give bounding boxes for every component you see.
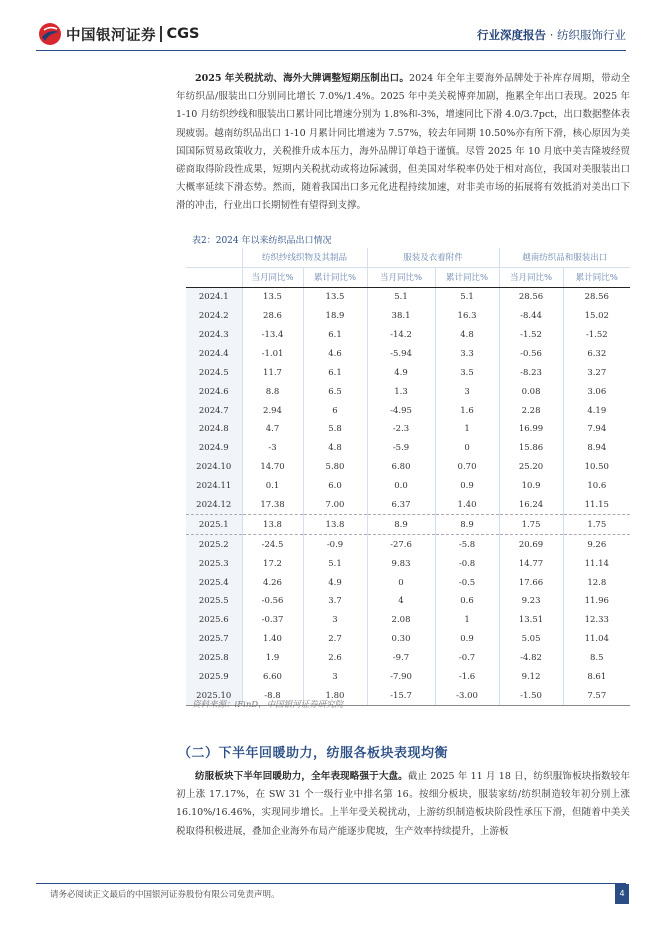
table-cell: 5.05 (499, 630, 563, 649)
table-cell: -8.8 (242, 686, 303, 705)
table-cell: 18.9 (303, 307, 367, 326)
table-cell: 11.04 (563, 630, 630, 649)
row-period: 2024.3 (186, 326, 242, 345)
page-header (0, 0, 662, 60)
table-cell: 8.5 (563, 649, 630, 668)
table-cell: 17.66 (499, 573, 563, 592)
row-period: 2024.4 (186, 344, 242, 363)
table-cell: 4.7 (242, 420, 303, 439)
table-row (186, 515, 630, 535)
table-cell: 4 (367, 592, 435, 611)
row-period: 2025.4 (186, 573, 242, 592)
table-row (186, 458, 630, 477)
row-period: 2025.9 (186, 668, 242, 687)
table-sub-header-row (186, 267, 630, 287)
row-period: 2024.9 (186, 439, 242, 458)
table-cell: -13.4 (242, 326, 303, 345)
table-cell: 13.5 (303, 287, 367, 306)
table-cell: -1.52 (563, 326, 630, 345)
table-cell: 0.0 (367, 477, 435, 496)
row-period: 2024.6 (186, 382, 242, 401)
paragraph-sector-performance (176, 768, 630, 841)
table-row (186, 649, 630, 668)
row-period: 2025.6 (186, 611, 242, 630)
table-cell: 0.6 (435, 592, 499, 611)
table-cell: -24.5 (242, 535, 303, 554)
table-cell: 6.37 (367, 496, 435, 515)
table-row (186, 363, 630, 382)
table-cell: 7.00 (303, 496, 367, 515)
table-cell: 13.5 (242, 287, 303, 306)
table-cell: 1.9 (242, 649, 303, 668)
table-cell: -1.6 (435, 668, 499, 687)
table-cell: 10.50 (563, 458, 630, 477)
paragraph-lead: 纺服板块下半年回暖助力，全年表现略强于大盘。 (195, 771, 408, 782)
table-cell: 8.9 (435, 515, 499, 535)
table-cell: -0.8 (435, 554, 499, 573)
table-cell: -8.44 (499, 307, 563, 326)
table-cell: 6.1 (303, 363, 367, 382)
table-cell: 11.7 (242, 363, 303, 382)
table-cell: -14.2 (367, 326, 435, 345)
table-cell: 4.9 (303, 573, 367, 592)
table-cell: -0.5 (435, 573, 499, 592)
table-cell: 2.94 (242, 401, 303, 420)
table-cell: 1.80 (303, 686, 367, 705)
row-period: 2025.1 (186, 515, 242, 535)
row-period: 2024.2 (186, 307, 242, 326)
table-cell: 4.8 (435, 326, 499, 345)
group-header-vietnam: 越南纺织品和服装出口 (499, 248, 630, 267)
table-cell: -15.7 (367, 686, 435, 705)
row-period: 2024.8 (186, 420, 242, 439)
group-header-apparel: 服装及衣着附件 (367, 248, 499, 267)
table-cell: 6.5 (303, 382, 367, 401)
table-cell: 0.9 (435, 630, 499, 649)
table-cell: 1.3 (367, 382, 435, 401)
row-period: 2024.7 (186, 401, 242, 420)
table-cell: -0.9 (303, 535, 367, 554)
table-cell: 8.94 (563, 439, 630, 458)
table-cell: -5.8 (435, 535, 499, 554)
table-cell: 5.8 (303, 420, 367, 439)
table-cell: 3 (435, 382, 499, 401)
table-cell: 16.3 (435, 307, 499, 326)
table-cell: 14.77 (499, 554, 563, 573)
row-period: 2025.2 (186, 535, 242, 554)
table-cell: -27.6 (367, 535, 435, 554)
table-cell: 6 (303, 401, 367, 420)
table-cell: 10.9 (499, 477, 563, 496)
table-cell: 1.75 (563, 515, 630, 535)
table-cell: -5.9 (367, 439, 435, 458)
table-cell: -5.94 (367, 344, 435, 363)
table-cell: 8.9 (367, 515, 435, 535)
table-corner-cell (186, 267, 242, 287)
table-cell: 28.6 (242, 307, 303, 326)
table-row (186, 535, 630, 554)
table-cell: 2.6 (303, 649, 367, 668)
table-cell: -4.95 (367, 401, 435, 420)
table-cell: 1.6 (435, 401, 499, 420)
table-cell: 2.28 (499, 401, 563, 420)
table-cell: -0.37 (242, 611, 303, 630)
table-cell: -1.52 (499, 326, 563, 345)
table-cell: 2.08 (367, 611, 435, 630)
table-cell: 15.86 (499, 439, 563, 458)
table-cell: 12.8 (563, 573, 630, 592)
table-group-header-row (186, 248, 630, 267)
table-cell: 3 (303, 611, 367, 630)
table-cell: 6.60 (242, 668, 303, 687)
table-cell: 12.33 (563, 611, 630, 630)
table-cell: 28.56 (499, 287, 563, 306)
header-separator: · (549, 28, 554, 42)
sub-header: 累计同比% (563, 267, 630, 287)
table-cell: 5.1 (435, 287, 499, 306)
table-cell: 3.7 (303, 592, 367, 611)
table-cell: 16.24 (499, 496, 563, 515)
table-cell: 7.57 (563, 686, 630, 705)
table-cell: -0.56 (242, 592, 303, 611)
table-row (186, 439, 630, 458)
table-cell: 3.27 (563, 363, 630, 382)
table-cell: 9.23 (499, 592, 563, 611)
table-row (186, 573, 630, 592)
table-cell: 0.9 (435, 477, 499, 496)
row-period: 2024.10 (186, 458, 242, 477)
table-row (186, 496, 630, 515)
table-cell: 0 (435, 439, 499, 458)
table-cell: 6.32 (563, 344, 630, 363)
table-cell: 3.3 (435, 344, 499, 363)
table-row (186, 611, 630, 630)
table-cell: -2.3 (367, 420, 435, 439)
table-cell: 0.30 (367, 630, 435, 649)
table-cell: 3.06 (563, 382, 630, 401)
table-cell: 9.83 (367, 554, 435, 573)
table-cell: 16.99 (499, 420, 563, 439)
table-cell: -0.56 (499, 344, 563, 363)
table-cell: -3.00 (435, 686, 499, 705)
table-cell: 11.14 (563, 554, 630, 573)
table-cell: 4.6 (303, 344, 367, 363)
section-heading: （二）下半年回暖助力，纺服各板块表现均衡 (178, 746, 449, 761)
row-period: 2024.12 (186, 496, 242, 515)
footer-disclaimer: 请务必阅读正文最后的中国银河证券股份有限公司免责声明。 (50, 890, 280, 900)
table-cell: 5.80 (303, 458, 367, 477)
table-cell: 11.96 (563, 592, 630, 611)
sub-header: 当月同比% (499, 267, 563, 287)
export-data-table (186, 248, 630, 706)
table-cell: 17.38 (242, 496, 303, 515)
table-row (186, 668, 630, 687)
table-row (186, 326, 630, 345)
table-cell: 6.1 (303, 326, 367, 345)
table-cell: -0.7 (435, 649, 499, 668)
table-cell: 13.8 (303, 515, 367, 535)
table-row (186, 344, 630, 363)
table-cell: 11.15 (563, 496, 630, 515)
table-cell: 1 (435, 611, 499, 630)
table-cell: 3.5 (435, 363, 499, 382)
table-cell: 0 (367, 573, 435, 592)
report-type: 行业深度报告 (477, 28, 547, 42)
paragraph-export-outlook (176, 70, 630, 216)
table-cell: 17.2 (242, 554, 303, 573)
logo-divider (160, 26, 162, 42)
paragraph-lead: 2025 年关税扰动、海外大牌调整短期压制出口。 (195, 73, 410, 84)
page-number: 4 (615, 884, 629, 904)
table-cell: 14.70 (242, 458, 303, 477)
table-cell: -7.90 (367, 668, 435, 687)
table-cell: 28.56 (563, 287, 630, 306)
table-caption: 表2：2024 年以来纺织品出口情况 (192, 236, 332, 246)
table-cell: 25.20 (499, 458, 563, 477)
table-row (186, 382, 630, 401)
table-row (186, 630, 630, 649)
table-row (186, 287, 630, 306)
row-period: 2024.1 (186, 287, 242, 306)
table-cell: 0.70 (435, 458, 499, 477)
table-cell: 1.40 (435, 496, 499, 515)
table-cell: 4.19 (563, 401, 630, 420)
table-cell: 13.51 (499, 611, 563, 630)
header-rule (36, 50, 626, 51)
table-row (186, 307, 630, 326)
paragraph-body: 2024 年全年主要海外品牌处于补库存周期，带动全年纺织品/服装出口分别同比增长 7.0%/1.4%。2025 年中美关税博弈加剧，拖累全年出口表现。2025 年 1-10 月纺织纱线和服装出口累计同比增速分别为 1.8%和-3%，增速同比下滑 4.0/3.7pct，出口数据整体表现疲弱。越南纺织品出口 1-10 月累计同比增速为 7.57%，较去年同期 10.50%亦有所下滑，核心原因为美国国际贸易政策收力，关税推升成本压力，海外品牌订单趋于谨慎。尽管 2025 年 10 月底中美吉隆坡经贸磋商取得阶段性成果，短期内关税扰动或将边际减弱，但美国对华税率仍处于相对高位，我国对美服装出口大概率延续下滑态势。然而，随着我国出口多元化进程持续加速，对非美市场的拓展将有效抵消对美出口下滑的冲击，行业出口长期韧性有望得到支撑。 (176, 73, 631, 212)
row-period: 2025.10 (186, 686, 242, 705)
table-cell: -4.82 (499, 649, 563, 668)
industry-name: 纺织服饰行业 (557, 28, 626, 42)
table-cell: -1.01 (242, 344, 303, 363)
table-cell: -3 (242, 439, 303, 458)
sub-header: 累计同比% (435, 267, 499, 287)
sub-header: 当月同比% (367, 267, 435, 287)
table-source: 资料来源：iFinD，中国银河证券研究院 (192, 700, 344, 710)
brand-logo (38, 22, 200, 46)
sub-header: 累计同比% (303, 267, 367, 287)
table-cell: 4.8 (303, 439, 367, 458)
table-cell: 1.75 (499, 515, 563, 535)
footer-rule (36, 883, 626, 884)
row-period: 2025.3 (186, 554, 242, 573)
sub-header: 当月同比% (242, 267, 303, 287)
table-cell: 20.69 (499, 535, 563, 554)
row-period: 2025.7 (186, 630, 242, 649)
table-row (186, 592, 630, 611)
table-row (186, 554, 630, 573)
table-cell: -8.23 (499, 363, 563, 382)
table-row (186, 420, 630, 439)
table-cell: 0.1 (242, 477, 303, 496)
table-cell: 3 (303, 668, 367, 687)
table-cell: 10.6 (563, 477, 630, 496)
row-period: 2025.8 (186, 649, 242, 668)
table-cell: 15.02 (563, 307, 630, 326)
table-cell: -9.7 (367, 649, 435, 668)
table-cell: 6.80 (367, 458, 435, 477)
table-body (186, 287, 630, 706)
table-cell: 7.94 (563, 420, 630, 439)
table-cell: 13.8 (242, 515, 303, 535)
table-cell: 9.26 (563, 535, 630, 554)
table-cell: -1.50 (499, 686, 563, 705)
table-row (186, 401, 630, 420)
table-cell: 8.8 (242, 382, 303, 401)
table-cell: 5.1 (303, 554, 367, 573)
cgs-logo-icon (38, 22, 62, 46)
table-cell: 1 (435, 420, 499, 439)
paragraph-body: 截止 2025 年 11 月 18 日，纺织服饰板块指数较年初上涨 17.17%，在 SW 31 个一级行业中排名第 16。按细分板块，服装家纺/纺织制造较年初分别上涨 16.10%/16.46%，实现同步增长。上半年受关税扰动，上游纺织制造板块阶段性承压下滑，但随着中美关税取得积极进展，叠加企业海外布局产能逐步爬坡，生产效率持续提升，上游板 (176, 771, 630, 837)
table-cell: 6.0 (303, 477, 367, 496)
table-cell: 4.9 (367, 363, 435, 382)
row-period: 2024.11 (186, 477, 242, 496)
table-cell: 4.26 (242, 573, 303, 592)
table-cell: 5.1 (367, 287, 435, 306)
table-cell: 2.7 (303, 630, 367, 649)
table-cell: 8.61 (563, 668, 630, 687)
table-cell: 38.1 (367, 307, 435, 326)
table-corner-cell (186, 248, 242, 267)
table-cell: 1.40 (242, 630, 303, 649)
table-cell: 0.08 (499, 382, 563, 401)
row-period: 2024.5 (186, 363, 242, 382)
report-category (477, 27, 626, 43)
row-period: 2025.5 (186, 592, 242, 611)
logo-text-cn: 中国银河证券 (66, 27, 156, 44)
table-cell: 9.12 (499, 668, 563, 687)
group-header-textile: 纺织纱线织物及其制品 (242, 248, 367, 267)
logo-text-en: CGS (166, 26, 200, 42)
table-row (186, 477, 630, 496)
